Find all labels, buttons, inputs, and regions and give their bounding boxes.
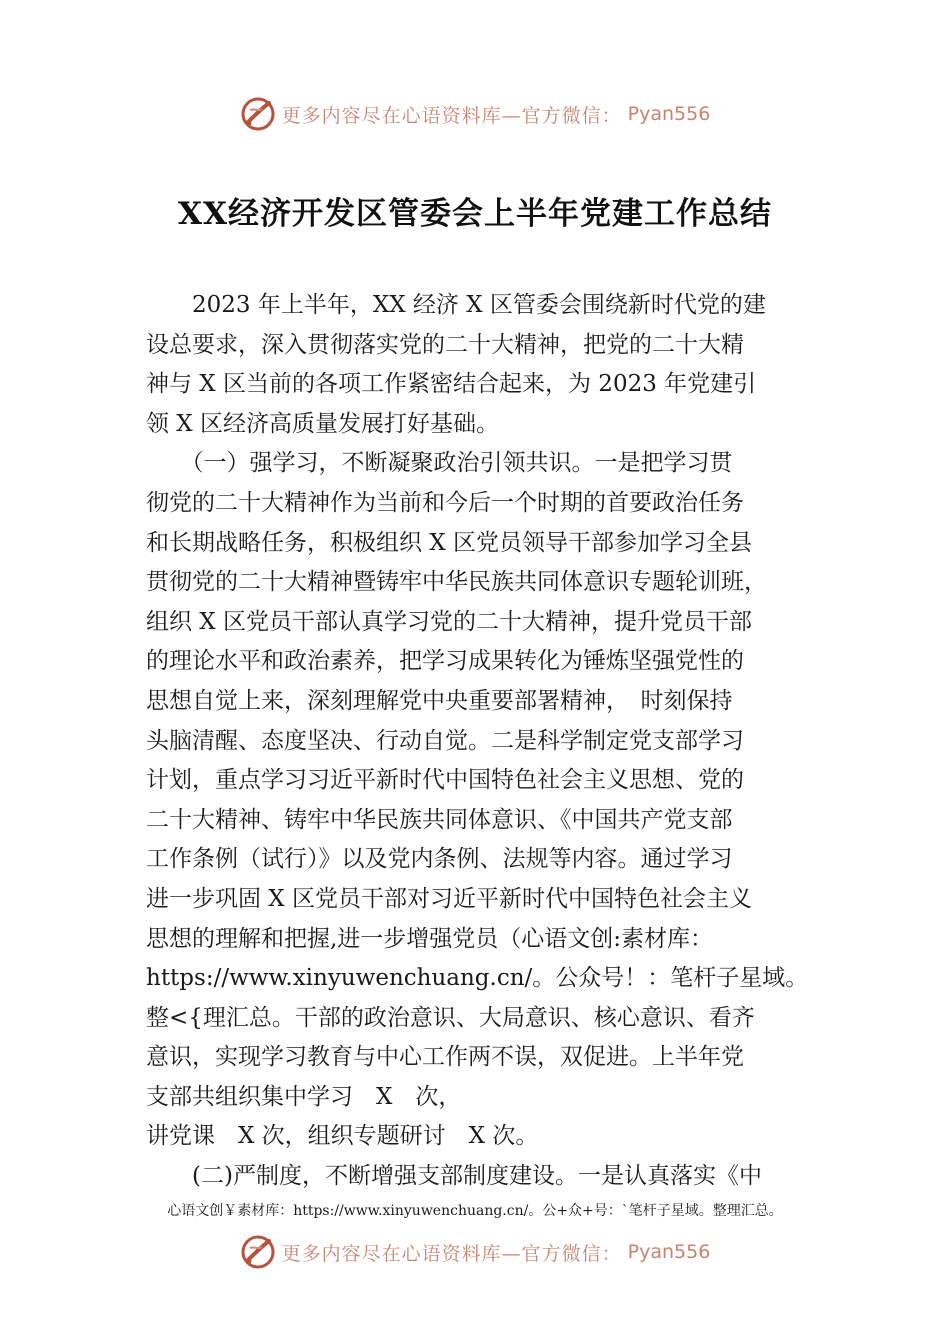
body-line: 贯彻党的二十大精神暨铸牢中华民族共同体意识专题轮训班，: [146, 569, 767, 596]
body-line: （一）强学习，不断凝聚政治引领共识。一是把学习贯: [146, 450, 733, 477]
body-line: 组织 X 区党员干部认真学习党的二十大精神，提升党员干部: [146, 608, 752, 635]
body-line: 整<{理汇总。干部的政治意识、大局意识、核心意识、看齐: [146, 1004, 755, 1031]
body-line: 彻党的二十大精神作为当前和今后一个时期的首要政治任务: [146, 489, 744, 516]
body-line: 讲党课 X 次，组织专题研讨 X 次。: [146, 1123, 539, 1150]
body-line: 进一步巩固 X 区党员干部对习近平新时代中国特色社会主义: [146, 885, 752, 912]
body-line: 二十大精神、铸牢中华民族共同体意识、《中国共产党支部: [146, 806, 733, 833]
header-banner: [0, 96, 950, 132]
brush-logo-icon: [240, 96, 276, 132]
body-line: 2023 年上半年，XX 经济 X 区管委会围绕新时代党的建: [146, 292, 766, 318]
body-line: 神与 X 区当前的各项工作紧密结合起来，为 2023 年党建引: [146, 371, 757, 398]
document-title: XX经济开发区管委会上半年党建工作总结: [177, 196, 773, 232]
body-line: 意识，实现学习教育与中心工作两不误，双促进。上半年党: [146, 1044, 744, 1071]
footer-banner-text: 更多内容尽在心语资料库—官方微信：: [281, 1242, 622, 1265]
body-line: (二)严制度，不断增强支部制度建设。一是认真落实《中: [146, 1163, 762, 1190]
footer-wechat-id: Pyan556: [627, 1241, 711, 1263]
body-line: 思想自觉上来，深刻理解党中央重要部署精神， 时刻保持: [146, 687, 733, 714]
body-line: 工作条例（试行）》以及党内条例、法规等内容。通过学习: [146, 846, 733, 873]
body-line-url: https://www.xinyuwenchuang.cn/。公众号！：笔杆子星域。: [146, 965, 809, 992]
header-wechat-id: Pyan556: [627, 103, 711, 125]
body-line: 头脑清醒、态度坚决、行动自觉。二是科学制定党支部学习: [146, 727, 744, 754]
body-line: 领 X 区经济高质量发展打好基础。: [146, 410, 499, 437]
brush-logo-icon: [240, 1234, 276, 1270]
body-line: 计划，重点学习习近平新时代中国特色社会主义思想、党的: [146, 767, 744, 794]
header-banner-text: 更多内容尽在心语资料库—官方微信：: [281, 104, 622, 127]
document-body: [146, 286, 826, 1197]
body-line: 思想的理解和把握,进一步增强党员（心语文创:素材库：: [146, 925, 714, 952]
footer-banner: [0, 1234, 950, 1270]
body-line: 的理论水平和政治素养，把学习成果转化为锤炼坚强党性的: [146, 648, 744, 675]
body-line: 支部共组织集中学习 X 次，: [146, 1083, 462, 1110]
body-line: 和长期战略任务，积极组织 X 区党员领导干部参加学习全县: [146, 529, 752, 556]
footer-source-note: 心语文创￥素材库：https://www.xinyuwenchuang.cn/。公+众+号：`笔杆子星域。整理汇总。: [167, 1203, 783, 1219]
body-line: 设总要求，深入贯彻落实党的二十大精神，把党的二十大精: [146, 331, 744, 358]
